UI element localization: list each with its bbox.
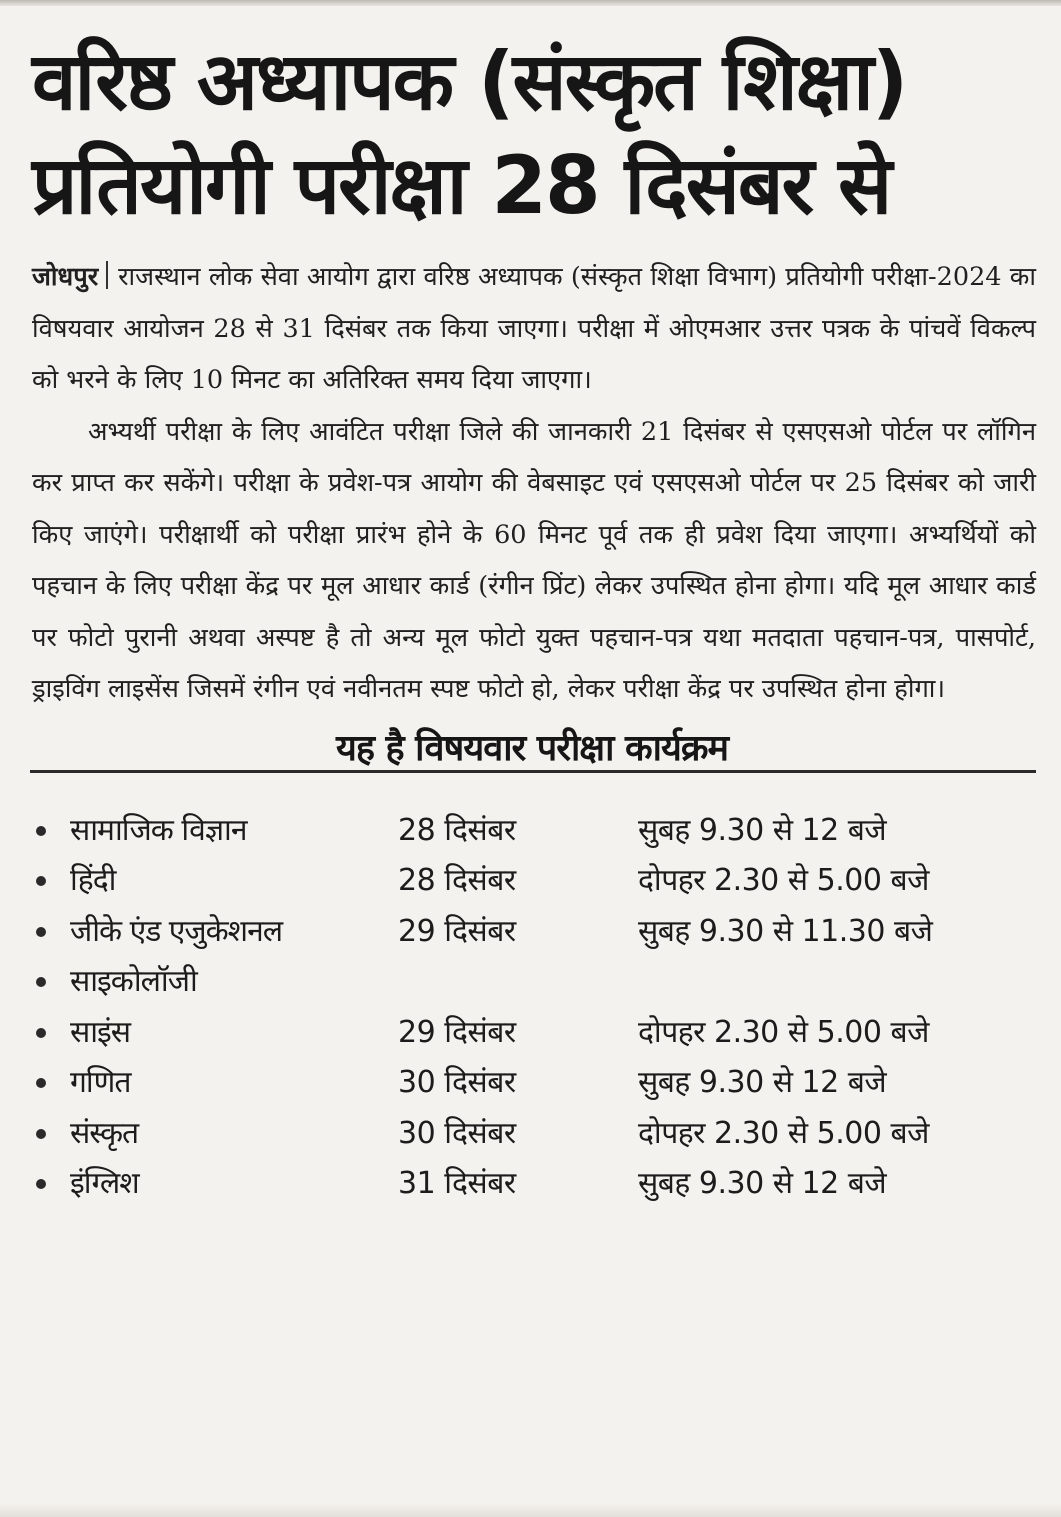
bullet-icon — [36, 927, 46, 937]
schedule-row — [18, 806, 1046, 857]
article-paragraph-2: अभ्यर्थी परीक्षा के लिए आवंटित परीक्षा जिले की जानकारी 21 दिसंबर से एसएसओ पोर्टल पर लॉगिन कर प्राप्त कर सकेंगे। परीक्षा के प्रवेश-पत्र आयोग की वेबसाइट एवं एसएसओ पोर्टल पर 25 दिसंबर को जारी किए जाएंगे। परीक्षार्थी को परीक्षा प्रारंभ होने के 60 मिनट पूर्व तक ही प्रवेश दिया जाएगा। अभ्यर्थियों को पहचान के लिए परीक्षा केंद्र पर मूल आधार कार्ड (रंगीन प्रिंट) लेकर उपस्थित होना होगा। यदि मूल आधार कार्ड पर फोटो पुरानी अथवा अस्पष्ट है तो अन्य मूल फोटो युक्त पहचान-पत्र यथा मतदाता पहचान-पत्र, पासपोर्ट, ड्राइविंग लाइसेंस जिसमें रंगीन एवं नवीनतम स्पष्ट फोटो हो, लेकर परीक्षा केंद्र पर उपस्थित होना होगा। — [32, 416, 1037, 704]
schedule-row — [18, 1008, 1046, 1059]
headline-line-2: प्रतियोगी परीक्षा 28 दिसंबर से — [32, 139, 891, 232]
schedule-time: दोपहर 2.30 से 5.00 बजे — [638, 1014, 929, 1050]
schedule-subject: जीके एंड एजुकेशनल — [70, 913, 283, 949]
bullet-icon — [36, 1028, 46, 1038]
schedule-time: दोपहर 2.30 से 5.00 बजे — [638, 1115, 929, 1151]
schedule-row — [18, 1159, 1046, 1210]
news-clipping — [18, 30, 1046, 1210]
bullet-icon — [36, 1078, 46, 1088]
dateline: जोधपुर — [32, 262, 99, 292]
bullet-icon — [36, 876, 46, 886]
schedule-subject: संस्कृत — [70, 1115, 139, 1151]
paragraph-1-text: राजस्थान लोक सेवा आयोग द्वारा वरिष्ठ अध्यापक (संस्कृत शिक्षा विभाग) प्रतियोगी परीक्षा-2024 का विषयवार आयोजन 28 से 31 दिसंबर तक किया जाएगा। परीक्षा में ओएमआर उत्तर पत्रक के पांचवें विकल्प को भरने के लिए 10 मिनट का अतिरिक्त समय दिया जाएगा। — [32, 262, 1036, 395]
bullet-icon — [36, 977, 46, 987]
schedule-row — [18, 1058, 1046, 1109]
article-paragraph-1 — [32, 252, 1036, 407]
schedule-date: 28 दिसंबर — [398, 863, 516, 898]
bullet-icon — [36, 826, 46, 836]
schedule-date: 30 दिसंबर — [398, 1065, 516, 1100]
dateline-separator — [106, 261, 108, 289]
headline-line-1: वरिष्ठ अध्यापक (संस्कृत शिक्षा) — [32, 35, 907, 128]
schedule-subject: गणित — [70, 1065, 131, 1100]
schedule-row — [18, 856, 1046, 907]
schedule-row — [18, 957, 1046, 1008]
schedule-title: यह है विषयवार परीक्षा कार्यक्रम — [336, 727, 728, 769]
schedule-row — [18, 907, 1046, 958]
schedule-time: दोपहर 2.30 से 5.00 बजे — [638, 863, 929, 898]
schedule-subject: इंग्लिश — [70, 1166, 139, 1201]
schedule-subject: हिंदी — [70, 863, 116, 898]
schedule-date: 28 दिसंबर — [398, 812, 516, 848]
article-body — [18, 252, 1046, 716]
schedule-time: सुबह 9.30 से 12 बजे — [638, 812, 887, 848]
bullet-icon — [36, 1179, 46, 1189]
schedule-time: सुबह 9.30 से 12 बजे — [638, 1166, 887, 1201]
schedule-date: 30 दिसंबर — [398, 1115, 516, 1151]
headline — [18, 30, 1046, 238]
schedule-row — [18, 1109, 1046, 1160]
schedule-date: 29 दिसंबर — [398, 913, 516, 949]
schedule-subject: सामाजिक विज्ञान — [70, 812, 247, 848]
schedule-heading — [18, 724, 1046, 784]
schedule-list — [18, 806, 1046, 1210]
schedule-time: सुबह 9.30 से 11.30 बजे — [638, 913, 933, 949]
schedule-subject: साइकोलॉजी — [70, 964, 197, 999]
top-edge-rule — [0, 0, 1061, 6]
schedule-date: 31 दिसंबर — [398, 1166, 516, 1201]
schedule-time: सुबह 9.30 से 12 बजे — [638, 1065, 887, 1100]
schedule-date: 29 दिसंबर — [398, 1014, 516, 1050]
bottom-edge-shadow — [0, 1503, 1061, 1517]
schedule-subject: साइंस — [70, 1014, 131, 1050]
bullet-icon — [36, 1129, 46, 1139]
